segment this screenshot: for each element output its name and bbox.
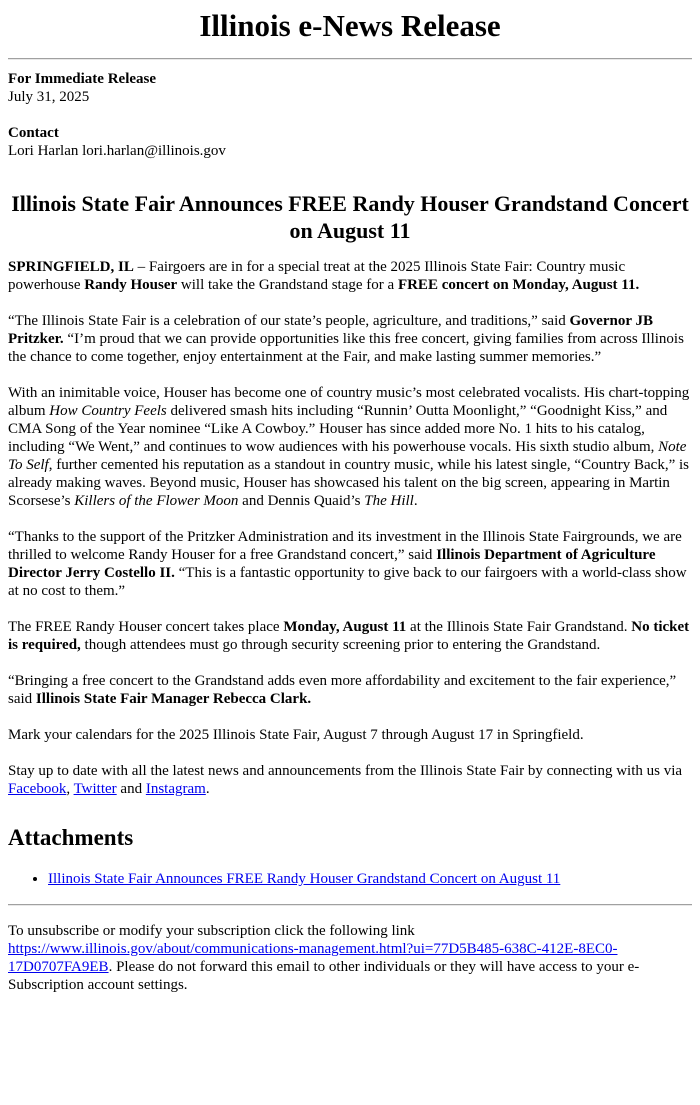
list-item [48,870,692,888]
p2-text-2: “I’m proud that we can provide opportunities like this free concert, giving families from across Illinois the chance to come together, enjoy entertainment at the Fair, and make lasting summer memories.” [8,331,684,365]
facebook-link[interactable]: Facebook [8,781,67,797]
contact-label: Contact [8,125,59,141]
release-body [8,258,692,798]
p3-italic-3: Killers of the Flower Moon [74,493,239,509]
p3-italic-1: How Country Feels [49,403,167,419]
contact-info [8,124,692,160]
p3-text-4: and Dennis Quaid’s [238,493,365,509]
paragraph-1 [8,258,692,294]
p1-text-1: – Fairgoers are in for a special treat at the 2025 Illinois State Fair: Country music powerhouse [8,259,626,293]
attachments-heading: Attachments [8,825,134,850]
p5-bold-2: No ticket is required, [8,619,690,653]
p8-sep-1: , [66,781,74,797]
release-info [8,70,692,106]
p5-text-3: though attendees must go through security screening prior to entering the Grandstand. [80,637,601,653]
p1-text-2: will take the Grandstand stage for a [177,277,398,293]
p4-bold-1: Illinois Department of Agriculture Director Jerry Costello II. [8,547,656,581]
page [0,8,700,994]
p5-bold-1: Monday, August 11 [283,619,407,635]
divider-top [8,58,692,60]
attachment-link[interactable]: Illinois State Fair Announces FREE Randy Houser Grandstand Concert on August 11 [48,871,561,887]
p4-text-2: “This is a fantastic opportunity to give back to our fairgoers with a world-class show at no cost to them.” [8,565,687,599]
p1-bold-2: FREE concert on Monday, August 11. [397,277,640,293]
release-date: July 31, 2025 [8,89,90,105]
paragraph-5 [8,618,692,654]
release-headline: Illinois State Fair Announces FREE Randy Houser Grandstand Concert on August 11 [11,191,689,243]
dateline: SPRINGFIELD, IL [8,259,134,275]
paragraph-4 [8,528,692,600]
p3-italic-4: The Hill [364,493,414,509]
p6-text-1: “Bringing a free concert to the Grandstand adds even more affordability and excitement to the fair experience,” said [8,673,677,707]
p7-text-1: Mark your calendars for the 2025 Illinois State Fair, August 7 through August 17 in Springfield. [8,727,584,743]
p8-text-2: . [205,781,210,797]
p6-bold-1: Illinois State Fair Manager Rebecca Clark. [35,691,312,707]
p5-text-1: The FREE Randy Houser concert takes place [8,619,284,635]
footer-text-1: To unsubscribe or modify your subscription click the following link [8,923,415,939]
unsubscribe-link[interactable]: https://www.illinois.gov/about/communications-management.html?ui=77D5B485-638C-412E-8EC0-17D0707FA9EB [8,941,618,975]
twitter-link[interactable]: Twitter [73,781,117,797]
p2-text-1: “The Illinois State Fair is a celebration of our state’s people, agriculture, and traditions,” said [8,313,570,329]
p3-text-5: . [413,493,418,509]
p3-italic-2: Note To Self [8,439,687,473]
release-label: For Immediate Release [8,71,157,87]
p3-text-3: , further cemented his reputation as a standout in country music, while his latest single, “Country Back,” is already making waves. Beyond music, Houser has showcased his talent on the big screen, appearing in Martin Scorsese’s [8,457,689,509]
paragraph-6 [8,672,692,708]
p3-text-2: delivered smash hits including “Runnin’ Outta Moonlight,” “Goodnight Kiss,” and CMA Song of the Year nominee “Like A Cowboy.” Houser has since added more No. 1 hits to his catalog, including “We Went,” and continues to wow audiences with his powerhouse vocals. His sixth studio album, [8,403,668,455]
p8-sep-2: and [116,781,146,797]
page-title: Illinois e-News Release [199,8,501,43]
paragraph-2 [8,312,692,366]
p2-bold-1: Governor JB Pritzker. [8,313,653,347]
p3-text-1: With an inimitable voice, Houser has become one of country music’s most celebrated vocalists. His chart-topping album [8,385,690,419]
footer-text-2: . Please do not forward this email to other individuals or they will have access to your e-Subscription account settings. [8,959,640,993]
footer [8,922,692,994]
p8-text-1: Stay up to date with all the latest news and announcements from the Illinois State Fair by connecting with us via [8,763,683,779]
release-meta [8,70,692,160]
unsubscribe-text [8,922,692,994]
attachments-list [8,870,692,888]
paragraph-8 [8,762,692,798]
paragraph-7 [8,726,692,744]
paragraph-3 [8,384,692,510]
contact-email: lori.harlan@illinois.gov [82,143,226,159]
divider-bottom [8,904,692,906]
p4-text-1: “Thanks to the support of the Pritzker Administration and its investment in the Illinois State Fairgrounds, we are thrilled to welcome Randy Houser for a free Grandstand concert,” said [8,529,682,563]
contact-name: Lori Harlan [8,143,79,159]
instagram-link[interactable]: Instagram [145,781,206,797]
p5-text-2: at the Illinois State Fair Grandstand. [406,619,632,635]
p1-bold-1: Randy Houser [84,277,178,293]
